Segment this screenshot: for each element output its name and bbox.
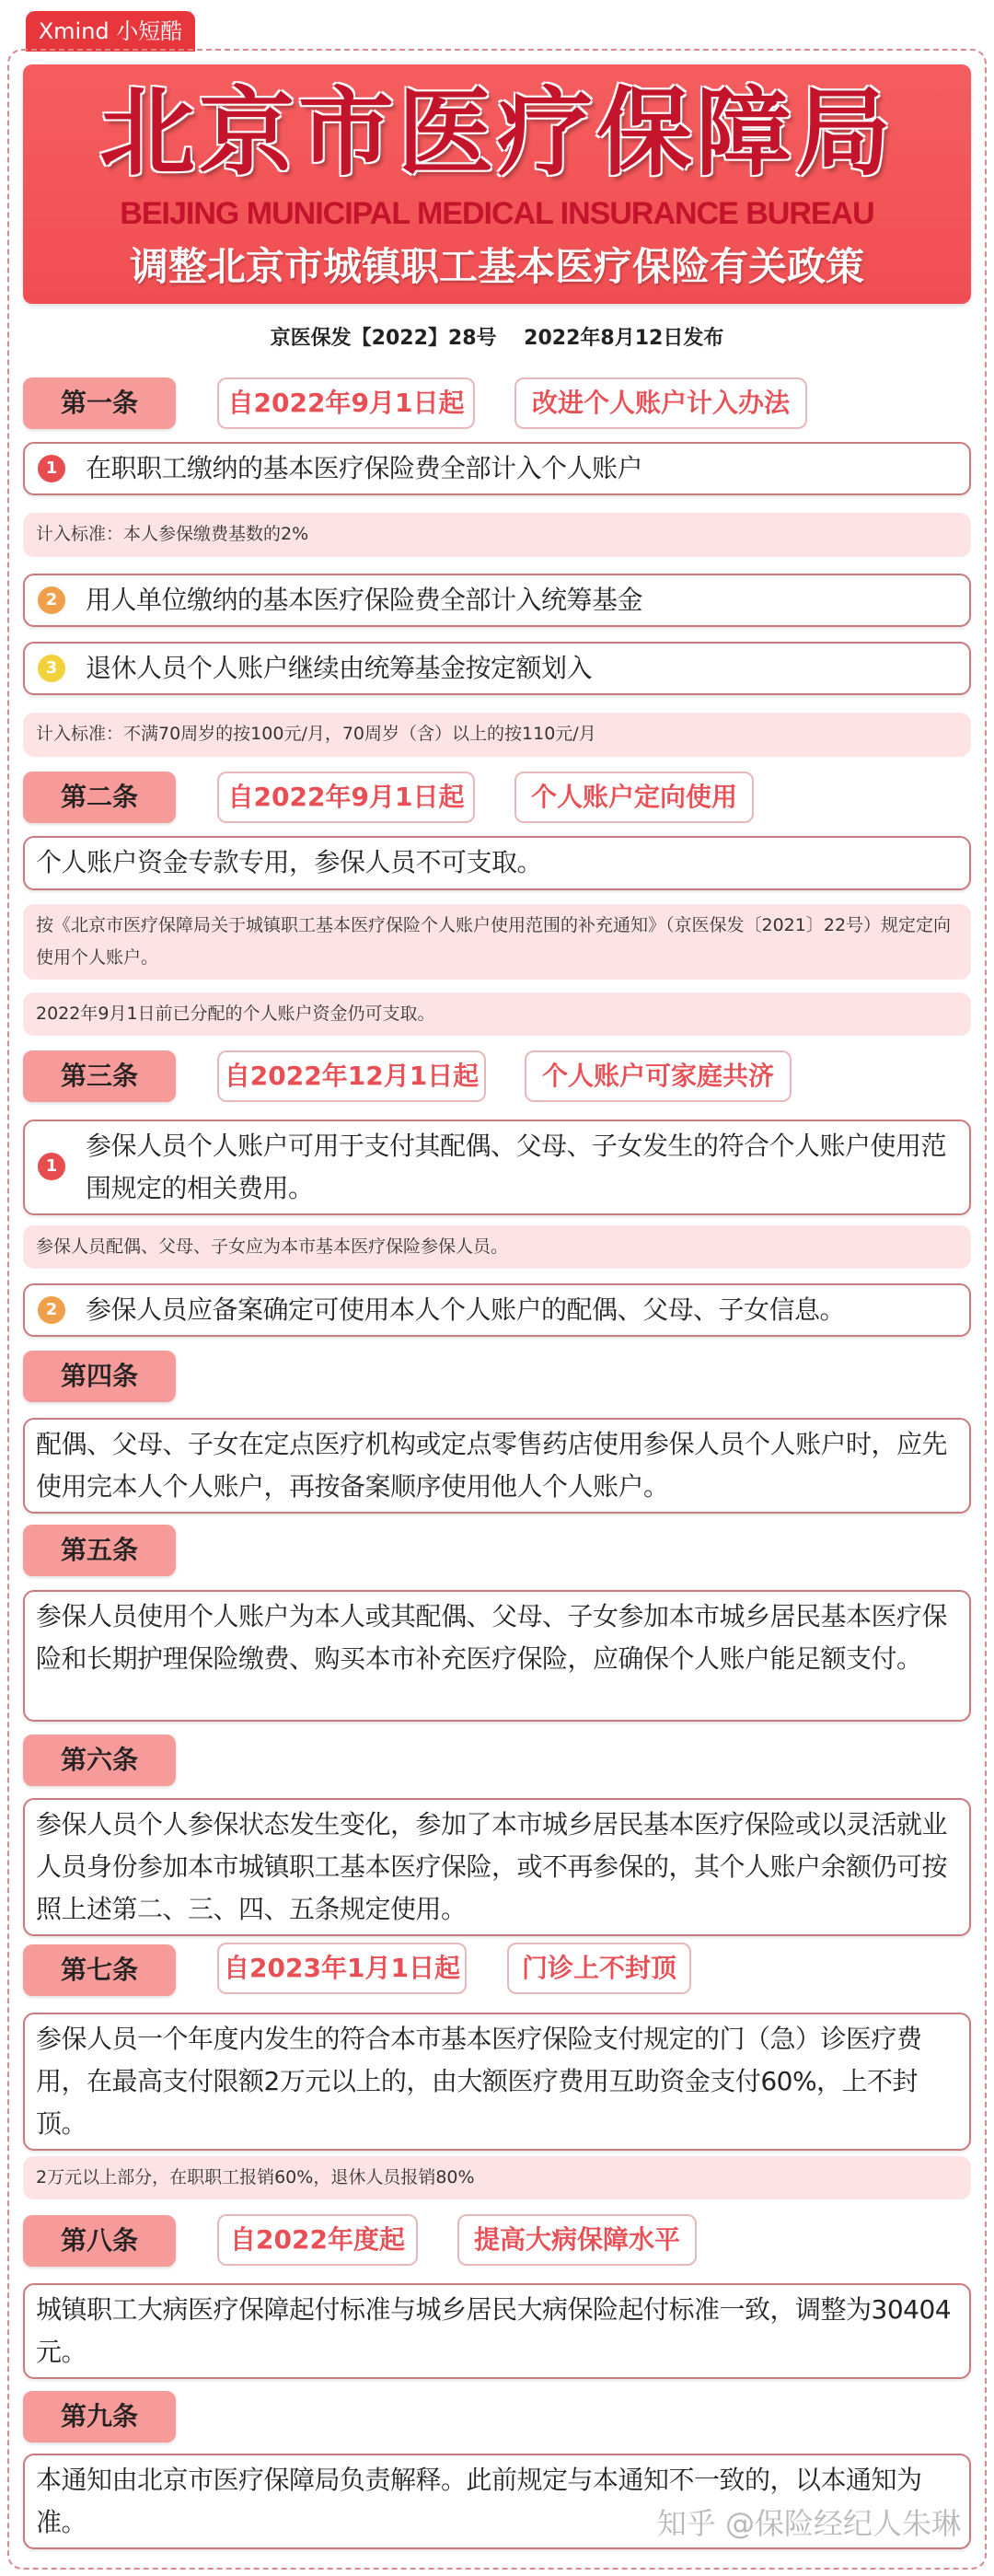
page-title: 北京市医疗保障局 <box>98 76 895 189</box>
document-number: 京医保发【2022】28号 2022年8月12日发布 <box>270 327 724 350</box>
article-1-topic: 改进个人账户计入办法 <box>514 377 807 429</box>
subtitle: 调整北京市城镇职工基本医疗保险有关政策 <box>129 244 864 289</box>
number-2-icon: 2 <box>38 586 65 614</box>
number-1-icon: 1 <box>38 455 65 482</box>
xmind-tab: Xmind 小短酷 <box>26 11 195 52</box>
header-banner <box>23 64 971 304</box>
article-6-text: 参保人员个人参保状态发生变化，参加了本市城乡居民基本医疗保险或以灵活就业人员身份参加本市城镇职工基本医疗保险，或不再参保的，其个人账户余额仍可按照上述第二、三、四、五条规定使用。 <box>23 1798 971 1936</box>
article-8-label: 第八条 <box>23 2215 176 2267</box>
article-3-label: 第三条 <box>23 1050 176 1102</box>
article-1-note-1: 计入标准：本人参保缴费基数的2% <box>23 513 971 557</box>
article-1-item-2 <box>23 574 971 627</box>
item-text: 参保人员个人账户可用于支付其配偶、父母、子女发生的符合个人账户使用范围规定的相关费用。 <box>86 1131 947 1203</box>
article-7-label: 第七条 <box>23 1944 176 1996</box>
article-2-topic: 个人账户定向使用 <box>514 772 754 823</box>
article-7-date: 自2023年1月1日起 <box>217 1943 467 1994</box>
article-2-text: 个人账户资金专款专用，参保人员不可支取。 <box>23 836 971 890</box>
article-1-note-2: 计入标准：不满70周岁的按100元/月，70周岁（含）以上的按110元/月 <box>23 713 971 757</box>
article-1-item-3 <box>23 642 971 695</box>
article-2-date: 自2022年9月1日起 <box>217 772 475 823</box>
article-7-text: 参保人员一个年度内发生的符合本市基本医疗保险支付规定的门（急）诊医疗费用，在最高支付限额2万元以上的，由大额医疗费用互助资金支付60%，上不封顶。 <box>23 2013 971 2151</box>
article-3-item-2 <box>23 1283 971 1337</box>
item-text: 参保人员应备案确定可使用本人个人账户的配偶、父母、子女信息。 <box>86 1294 846 1325</box>
article-7-note-1: 2万元以上部分，在职职工报销60%，退休人员报销80% <box>23 2156 971 2199</box>
item-text: 在职职工缴纳的基本医疗保险费全部计入个人账户 <box>86 453 643 483</box>
article-3-topic: 个人账户可家庭共济 <box>525 1050 792 1102</box>
article-4-text: 配偶、父母、子女在定点医疗机构或定点零售药店使用参保人员个人账户时，应先使用完本人个人账户，再按备案顺序使用他人个人账户。 <box>23 1418 971 1514</box>
article-4-label: 第四条 <box>23 1351 176 1402</box>
number-3-icon: 3 <box>38 655 65 682</box>
article-3-item-1 <box>23 1120 971 1215</box>
article-9-label: 第九条 <box>23 2391 176 2443</box>
article-3-note-1: 参保人员配偶、父母、子女应为本市基本医疗保险参保人员。 <box>23 1225 971 1269</box>
article-7-topic: 门诊上不封顶 <box>507 1943 691 1994</box>
article-2-label: 第二条 <box>23 772 176 823</box>
article-8-text: 城镇职工大病医疗保障起付标准与城乡居民大病保险起付标准一致，调整为30404元。 <box>23 2283 971 2379</box>
article-5-label: 第五条 <box>23 1525 176 1576</box>
english-title: BEIJING MUNICIPAL MEDICAL INSURANCE BUREAU <box>120 196 874 231</box>
item-text: 退休人员个人账户继续由统筹基金按定额划入 <box>86 653 593 683</box>
article-1-item-1 <box>23 442 971 495</box>
article-6-label: 第六条 <box>23 1735 176 1786</box>
item-text: 用人单位缴纳的基本医疗保险费全部计入统筹基金 <box>86 585 643 615</box>
number-1-icon: 1 <box>38 1153 65 1180</box>
article-5-text: 参保人员使用个人账户为本人或其配偶、父母、子女参加本市城乡居民基本医疗保险和长期护理保险缴费、购买本市补充医疗保险，应确保个人账户能足额支付。 <box>23 1590 971 1722</box>
article-8-topic: 提高大病保障水平 <box>457 2214 697 2266</box>
number-2-icon: 2 <box>38 1296 65 1324</box>
article-8-date: 自2022年度起 <box>217 2214 418 2266</box>
article-2-note-1: 按《北京市医疗保障局关于城镇职工基本医疗保险个人账户使用范围的补充通知》（京医保发〔2021〕22号）规定定向使用个人账户。 <box>23 904 971 980</box>
article-3-date: 自2022年12月1日起 <box>217 1050 486 1102</box>
article-9-text: 本通知由北京市医疗保障局负责解释。此前规定与本通知不一致的，以本通知为准。 <box>23 2454 971 2549</box>
watermark: 知乎 @保险经纪人朱琳 <box>656 2506 961 2541</box>
article-1-date: 自2022年9月1日起 <box>217 377 475 429</box>
article-1-label: 第一条 <box>23 377 176 429</box>
article-2-note-2: 2022年9月1日前已分配的个人账户资金仍可支取。 <box>23 992 971 1036</box>
